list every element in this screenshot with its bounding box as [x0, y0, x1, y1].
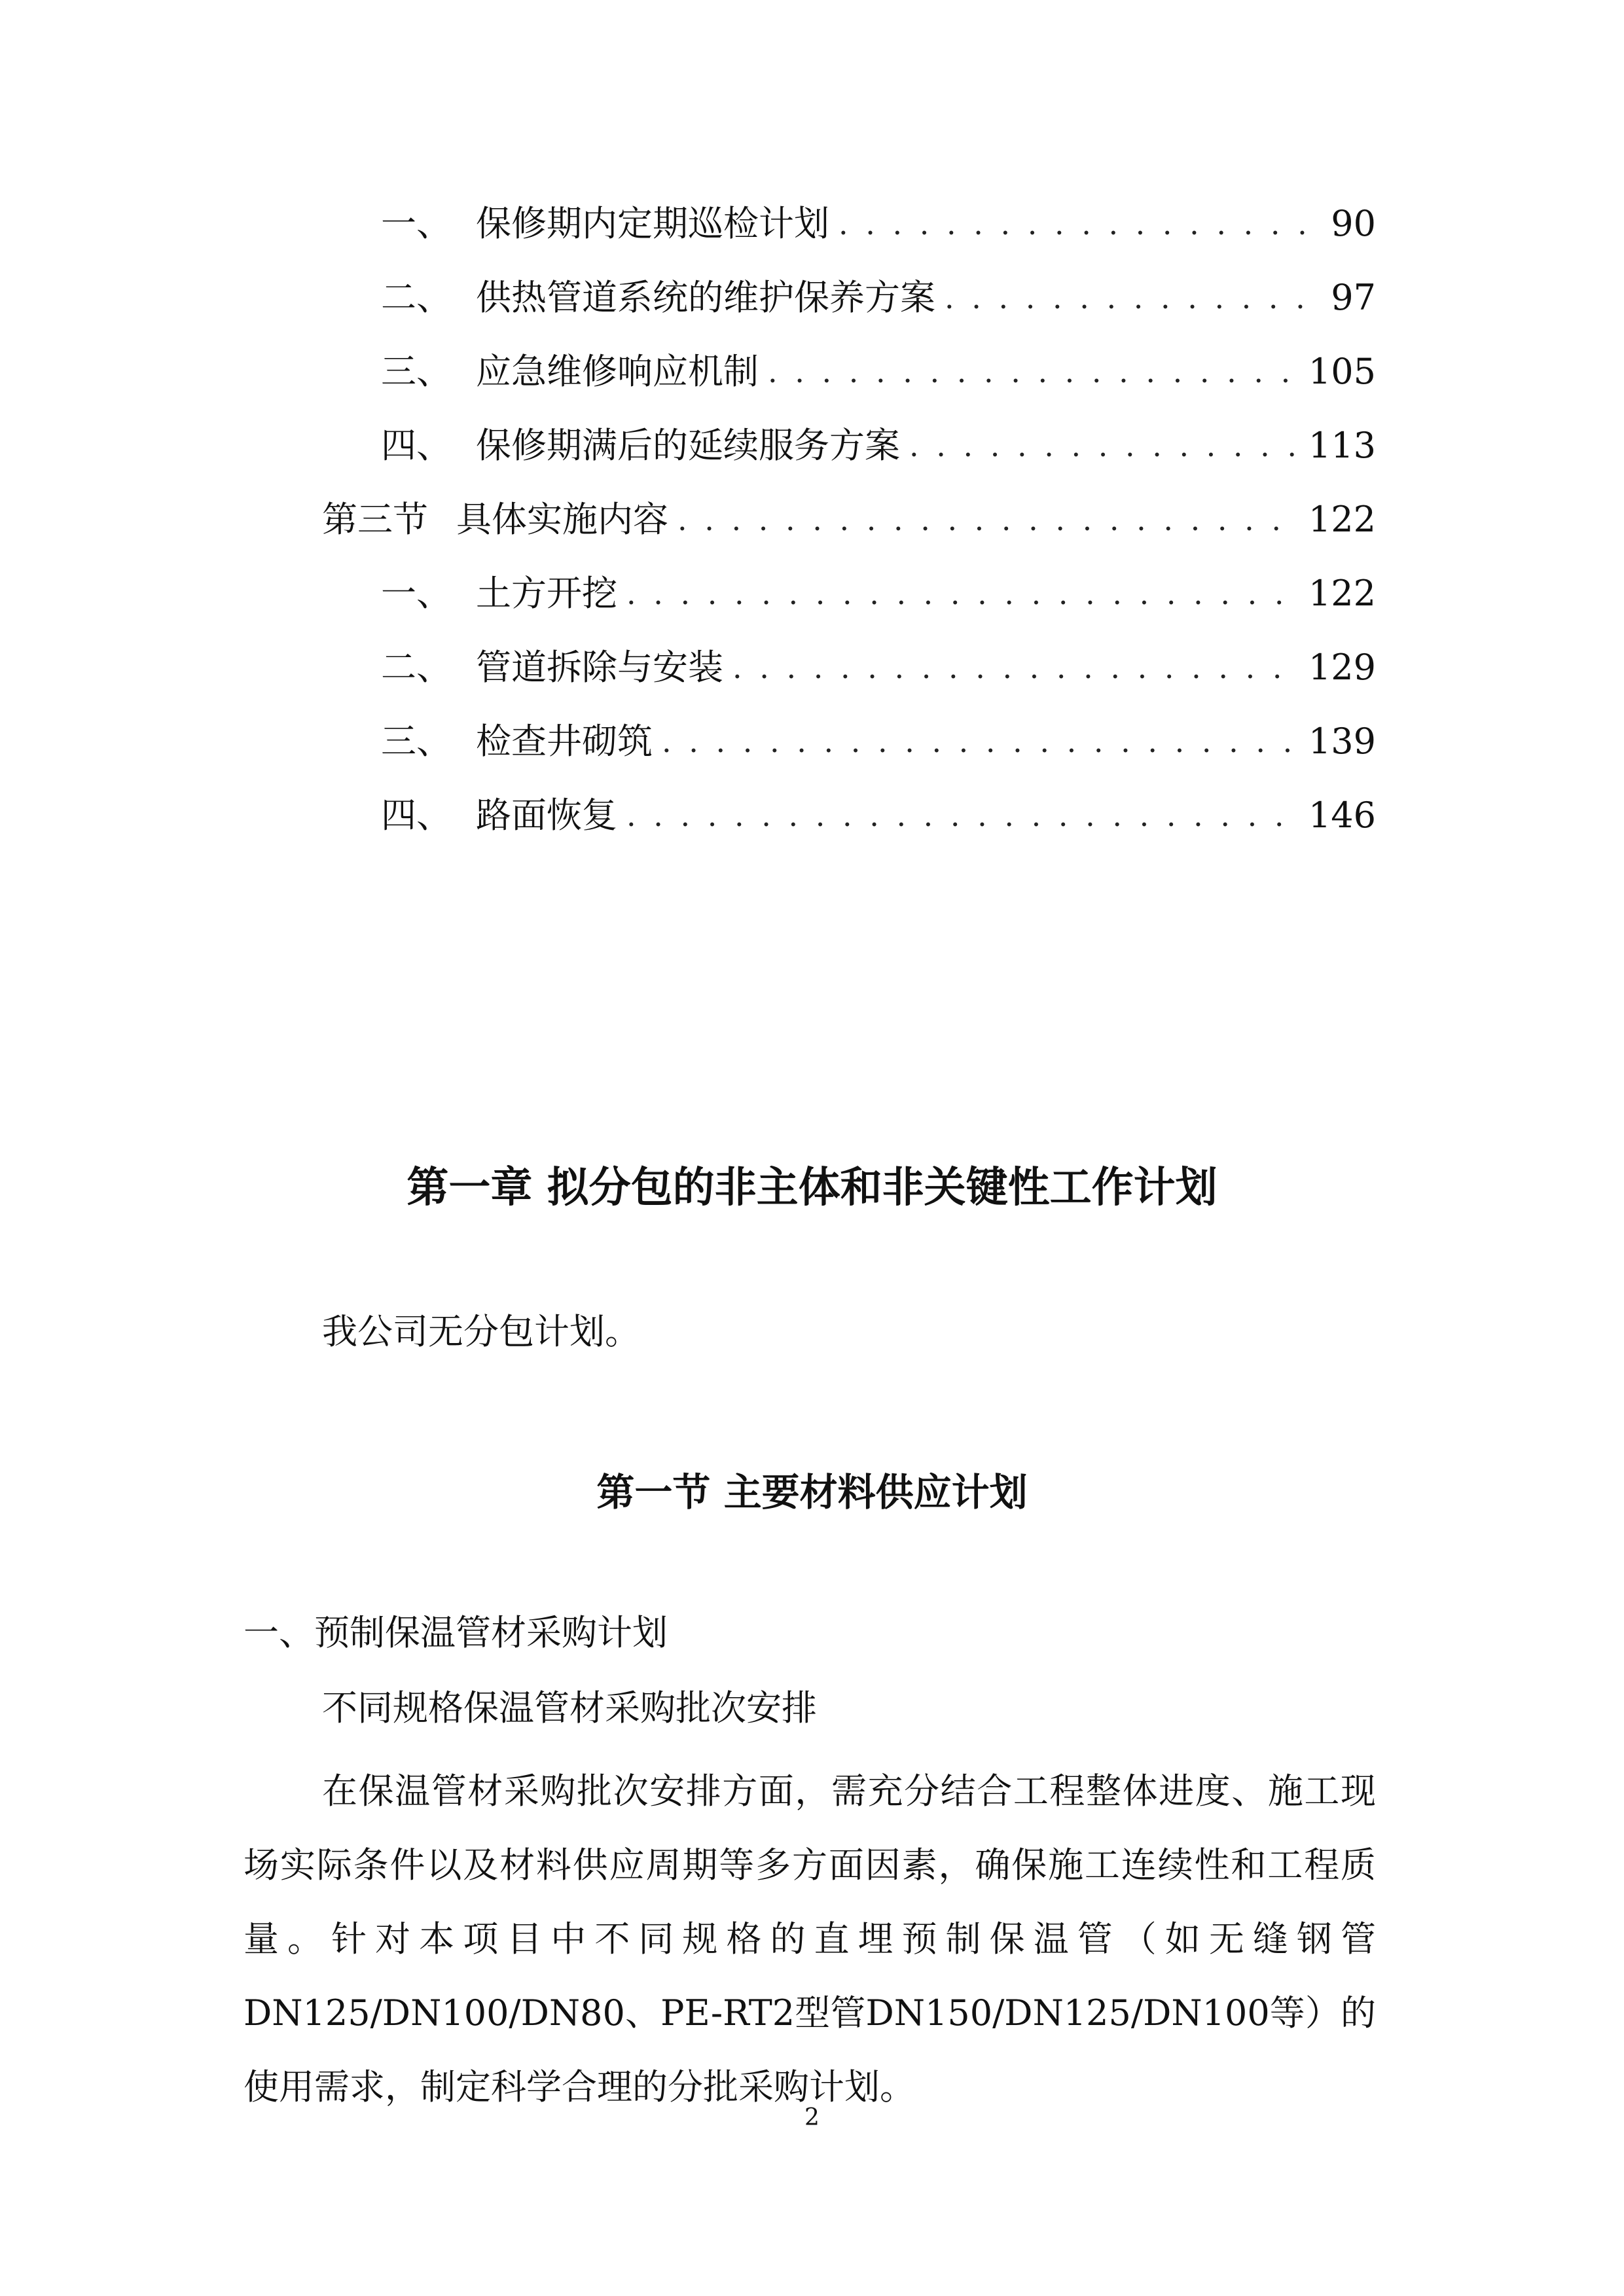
- toc-entry[interactable]: [381, 641, 1376, 694]
- toc-entry-title: 应急维修响应机制: [476, 351, 759, 392]
- toc-entry[interactable]: [381, 198, 1376, 250]
- toc-entry-number: 二、: [381, 647, 452, 688]
- toc-entry-title: 土方开挖: [476, 573, 617, 614]
- subheading-level2: 不同规格保温管材采购批次安排: [322, 1687, 817, 1729]
- toc-entry-number: 一、: [381, 203, 452, 244]
- toc-leader-dots: [768, 346, 1299, 398]
- toc-entry-page: 97: [1331, 277, 1376, 318]
- toc-leader-dots: [839, 198, 1322, 250]
- toc-entry-number: 第三节: [322, 499, 428, 540]
- toc-entry-page: 105: [1308, 351, 1376, 392]
- toc-entry-page: 122: [1308, 499, 1376, 540]
- toc-entry-section[interactable]: [322, 493, 1376, 546]
- toc-entry-number: 一、: [381, 573, 452, 614]
- toc-entry-title: 供热管道系统的维护保养方案: [476, 277, 935, 318]
- subheading-level1: 一、预制保温管材采购计划: [244, 1612, 668, 1653]
- toc-entry-title: 保修期内定期巡检计划: [476, 203, 829, 244]
- toc-leader-dots: [732, 641, 1299, 694]
- toc-entry-title: 保修期满后的延续服务方案: [476, 425, 900, 466]
- toc-entry-page: 129: [1308, 647, 1376, 688]
- toc-entry-title: 检查井砌筑: [476, 721, 653, 762]
- toc-entry[interactable]: [381, 346, 1376, 398]
- toc-leader-dots: [626, 567, 1299, 620]
- toc-entry-title: 具体实施内容: [456, 499, 668, 540]
- body-paragraph: 在保温管材采购批次安排方面，需充分结合工程整体进度、施工现场实际条件以及材料供应周期等多方面因素，确保施工连续性和工程质量。针对本项目中不同规格的直埋预制保温管（如无缝钢管DN125/DN100/DN80、PE-RT2型管DN150/DN125/DN100等）的使用需求，制定科学合理的分批采购计划。: [244, 1770, 1376, 2108]
- toc-entry-number: 三、: [381, 351, 452, 392]
- toc-entry-number: 三、: [381, 721, 452, 762]
- toc-leader-dots: [677, 493, 1299, 546]
- toc-entry[interactable]: [381, 789, 1376, 842]
- toc-entry[interactable]: [381, 272, 1376, 324]
- toc-entry-title: 路面恢复: [476, 795, 617, 836]
- toc-entry-page: 90: [1331, 203, 1376, 244]
- toc-leader-dots: [945, 272, 1322, 324]
- toc-leader-dots: [626, 789, 1299, 842]
- toc-entry-page: 146: [1308, 795, 1376, 836]
- section-title: 第一节 主要材料供应计划: [596, 1470, 1028, 1515]
- toc-entry-number: 四、: [381, 795, 452, 836]
- toc-entry[interactable]: [381, 715, 1376, 768]
- toc-leader-dots: [909, 420, 1299, 472]
- toc-entry-number: 四、: [381, 425, 452, 466]
- toc-entry-title: 管道拆除与安装: [476, 647, 723, 688]
- toc-entry-page: 122: [1308, 573, 1376, 614]
- toc-entry-number: 二、: [381, 277, 452, 318]
- intro-paragraph: 我公司无分包计划。: [322, 1311, 640, 1352]
- chapter-title: 第一章 拟分包的非主体和非关键性工作计划: [406, 1164, 1218, 1212]
- toc-entry-page: 113: [1308, 425, 1376, 466]
- toc-entry[interactable]: [381, 567, 1376, 620]
- toc-leader-dots: [662, 715, 1299, 768]
- page-number: 2: [804, 2104, 820, 2131]
- toc-entry-page: 139: [1308, 721, 1376, 762]
- toc-entry[interactable]: [381, 420, 1376, 472]
